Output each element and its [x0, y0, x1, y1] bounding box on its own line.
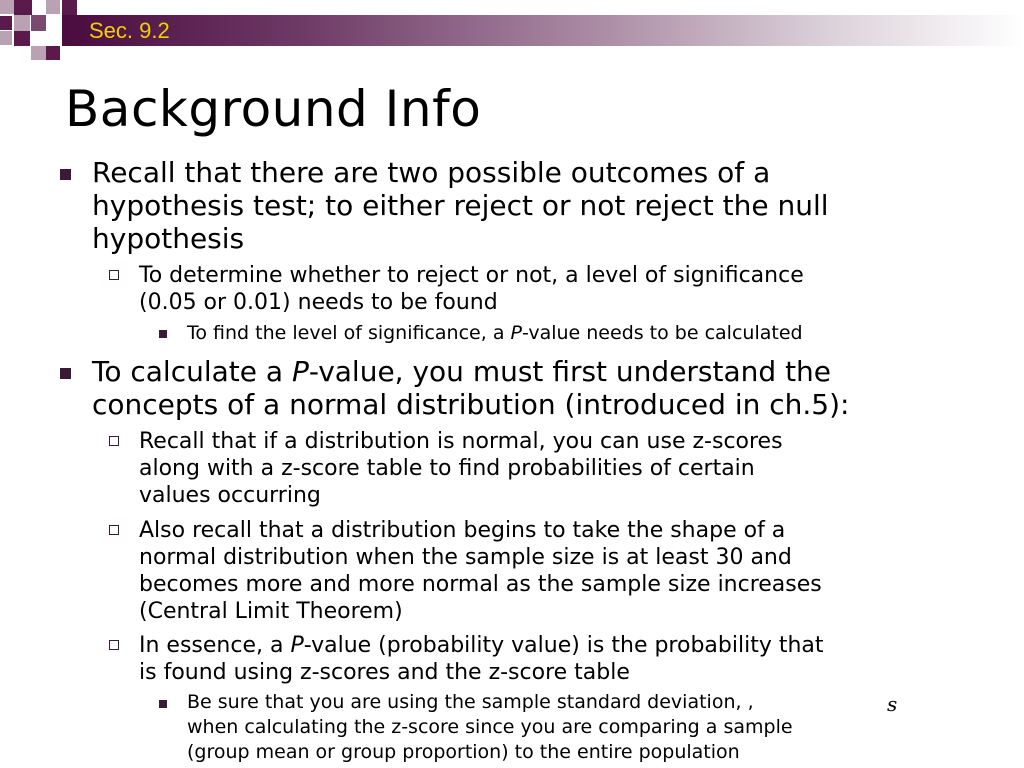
- decor-square: [14, 15, 30, 31]
- bullet-text: To calculate a P-value, you must first understand the concepts of a normal distribution (introduced in ch.5):: [92, 355, 850, 421]
- bullet-hollow-square-icon: [109, 270, 119, 280]
- bullet-hollow-square-icon: [109, 525, 119, 535]
- decor-square: [62, 0, 77, 15]
- sample-sd-symbol: s: [887, 692, 898, 716]
- bullet-text: Also recall that a distribution begins to take the shape of a normal distribution when the sample size is at least 30 and becomes more and more normal as the sample size increases (Central Limit Theorem): [139, 518, 822, 624]
- bullet-square-icon: [60, 368, 71, 379]
- bullet-text: Recall that there are two possible outcomes of a hypothesis test; to either reject or not reject the null hypothesis: [92, 156, 829, 255]
- bullet-small-square-icon: [159, 700, 167, 708]
- header-band: [62, 15, 1024, 46]
- decor-square: [14, 0, 32, 15]
- decor-square: [46, 46, 60, 60]
- slide-title: Background Info: [65, 80, 482, 138]
- bullet-text: In essence, a P-value (probability value) is the probability that is found using z-scores and the z-score table: [139, 633, 824, 685]
- decor-square: [31, 46, 46, 60]
- bullet-hollow-square-icon: [109, 640, 119, 650]
- decor-square: [0, 16, 12, 30]
- decor-square: [0, 31, 12, 45]
- decor-square: [31, 15, 46, 31]
- bullet-hollow-square-icon: [109, 436, 119, 446]
- decor-square: [14, 31, 30, 46]
- decor-square: [46, 0, 60, 14]
- bullet-square-icon: [60, 169, 71, 180]
- bullet-text: To determine whether to reject or not, a level of significance (0.05 or 0.01) needs to be found: [139, 263, 804, 315]
- bullet-text: Be sure that you are using the sample standard deviation, , when calculating the z-score since you are comparing a sample (group mean or group proportion) to the entire population: [187, 691, 793, 763]
- bullet-text: Recall that if a distribution is normal, you can use z-scores along with a z-score table to find probabilities of certain values occurring: [139, 429, 783, 508]
- bullet-text: To find the level of significance, a P-value needs to be calculated: [187, 322, 803, 344]
- section-label: Sec. 9.2: [89, 18, 170, 43]
- bullet-small-square-icon: [159, 330, 167, 338]
- decor-square: [0, 0, 14, 14]
